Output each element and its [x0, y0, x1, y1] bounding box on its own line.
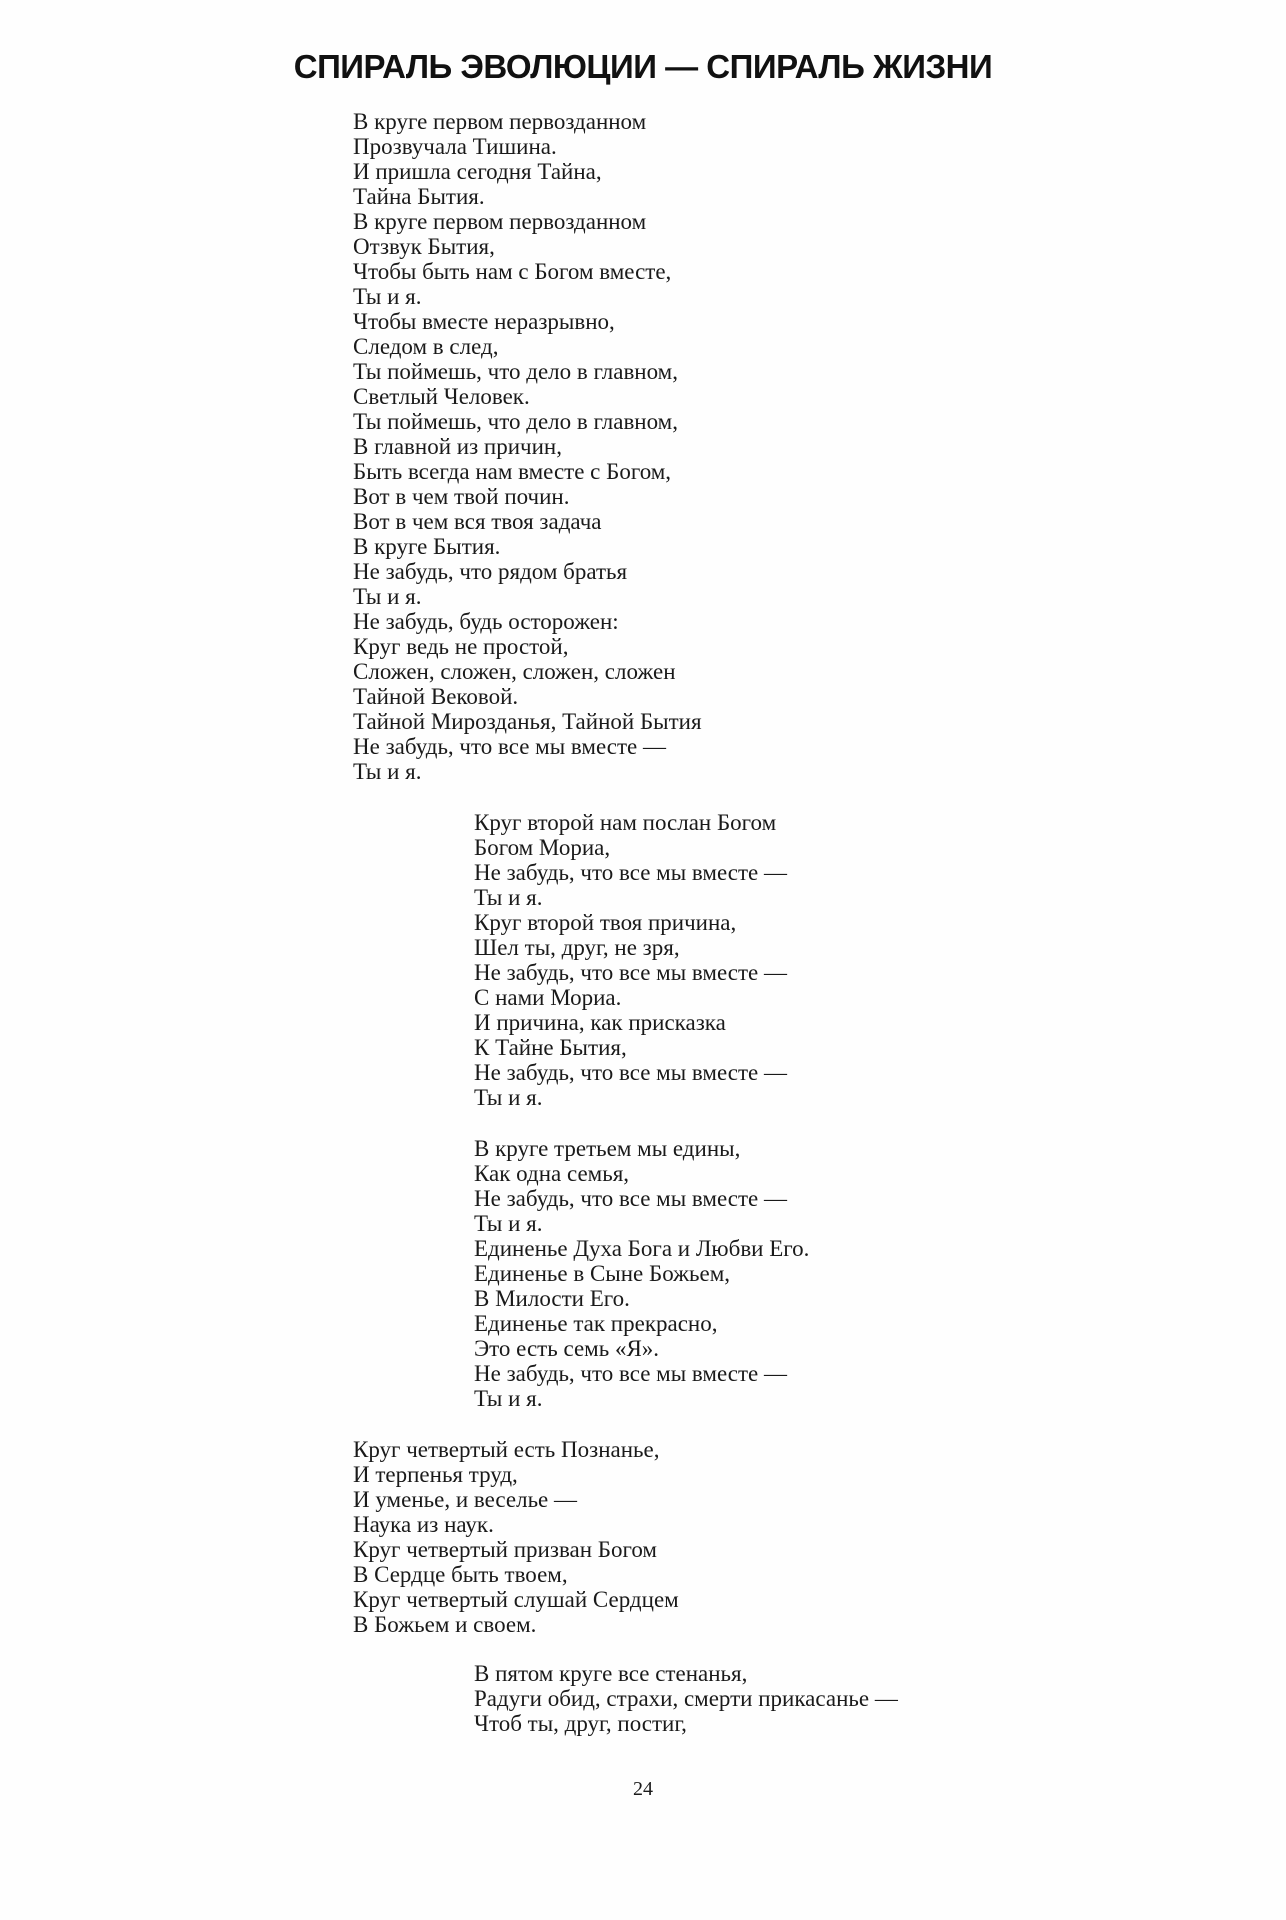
- poem-line: Это есть семь «Я».: [474, 1336, 660, 1361]
- poem-line: Чтобы вместе неразрывно,: [353, 309, 615, 334]
- poem-line: Круг четвертый призван Богом: [353, 1537, 657, 1562]
- poem-line: И пришла сегодня Тайна,: [353, 159, 602, 184]
- poem-line: Единенье Духа Бога и Любви Его.: [474, 1236, 810, 1261]
- poem-title: СПИРАЛЬ ЭВОЛЮЦИИ — СПИРАЛЬ ЖИЗНИ: [293, 48, 993, 85]
- stanza-5: [474, 1661, 898, 1736]
- poem-line: Не забудь, будь осторожен:: [353, 609, 619, 634]
- poem-line: Круг четвертый есть Познанье,: [353, 1437, 660, 1462]
- poem-line: Вот в чем вся твоя задача: [353, 509, 602, 534]
- poem-line: Не забудь, что все мы вместе —: [474, 1186, 787, 1211]
- poem-line: Ты и я.: [474, 1211, 543, 1236]
- poem-line: Прозвучала Тишина.: [353, 134, 557, 159]
- poem-line: Чтобы быть нам с Богом вместе,: [353, 259, 672, 284]
- poem-line: Тайной Вековой.: [353, 684, 519, 709]
- poem-line: Тайна Бытия.: [353, 184, 485, 209]
- poem-line: Не забудь, что все мы вместе —: [353, 734, 666, 759]
- poem-line: Чтоб ты, друг, постиг,: [474, 1711, 687, 1736]
- poem-line: В пятом круге все стенанья,: [474, 1661, 748, 1686]
- poem-line: Круг второй твоя причина,: [474, 910, 737, 935]
- poem-line: Не забудь, что все мы вместе —: [474, 1361, 787, 1386]
- poem-line: Сложен, сложен, сложен, сложен: [353, 659, 676, 684]
- poem-line: Шел ты, друг, не зря,: [474, 935, 680, 960]
- poem-line: Ты и я.: [353, 584, 422, 609]
- poem-line: Ты и я.: [474, 1085, 543, 1110]
- poem-line: Богом Мориа,: [474, 835, 611, 860]
- stanza-4: [353, 1437, 679, 1637]
- poem-line: Отзвук Бытия,: [353, 234, 495, 259]
- poem-line: Наука из наук.: [353, 1512, 494, 1537]
- poem-line: В Милости Его.: [474, 1286, 630, 1311]
- stanza-3: [474, 1136, 809, 1411]
- poem-line: И терпенья труд,: [353, 1462, 518, 1487]
- poem-line: В главной из причин,: [353, 434, 562, 459]
- poem-line: Как одна семья,: [474, 1161, 630, 1186]
- poem-line: Вот в чем твой почин.: [353, 484, 570, 509]
- poem-line: Не забудь, что все мы вместе —: [474, 860, 787, 885]
- poem-line: Не забудь, что рядом братья: [353, 559, 628, 584]
- poem-line: Единенье в Сыне Божьем,: [474, 1261, 731, 1286]
- poem-line: Не забудь, что все мы вместе —: [474, 960, 787, 985]
- poem-line: Тайной Мирозданья, Тайной Бытия: [353, 709, 702, 734]
- poem-line: В круге первом первозданном: [353, 109, 647, 134]
- poem-line: Светлый Человек.: [353, 384, 530, 409]
- poem-line: Ты поймешь, что дело в главном,: [353, 359, 678, 384]
- poem-line: Ты поймешь, что дело в главном,: [353, 409, 678, 434]
- poem-line: Быть всегда нам вместе с Богом,: [353, 459, 672, 484]
- poem-line: Ты и я.: [353, 759, 422, 784]
- poem-line: И причина, как присказка: [474, 1010, 726, 1035]
- poem-line: Ты и я.: [474, 885, 543, 910]
- poem-line: В круге первом первозданном: [353, 209, 647, 234]
- page-number: 24: [633, 1778, 653, 1800]
- poem-line: Следом в след,: [353, 334, 499, 359]
- poem-line: Круг второй нам послан Богом: [474, 810, 777, 835]
- poem-line: И уменье, и веселье —: [353, 1487, 578, 1512]
- poem-line: В круге Бытия.: [353, 534, 501, 559]
- poem-line: В круге третьем мы едины,: [474, 1136, 741, 1161]
- poem-line: В Божьем и своем.: [353, 1612, 537, 1637]
- poem-line: Единенье так прекрасно,: [474, 1311, 718, 1336]
- poem-line: К Тайне Бытия,: [474, 1035, 627, 1060]
- poem-line: Ты и я.: [474, 1386, 543, 1411]
- poem-line: Круг ведь не простой,: [353, 634, 569, 659]
- poem-line: Ты и я.: [353, 284, 422, 309]
- poem-line: В Сердце быть твоем,: [353, 1562, 568, 1587]
- stanza-1: [353, 109, 702, 784]
- poem-line: Не забудь, что все мы вместе —: [474, 1060, 787, 1085]
- stanza-2: [474, 810, 787, 1110]
- poem-line: Круг четвертый слушай Сердцем: [353, 1587, 679, 1612]
- poem-line: Радуги обид, страхи, смерти прикасанье —: [474, 1686, 898, 1711]
- poem-line: С нами Мориа.: [474, 985, 622, 1010]
